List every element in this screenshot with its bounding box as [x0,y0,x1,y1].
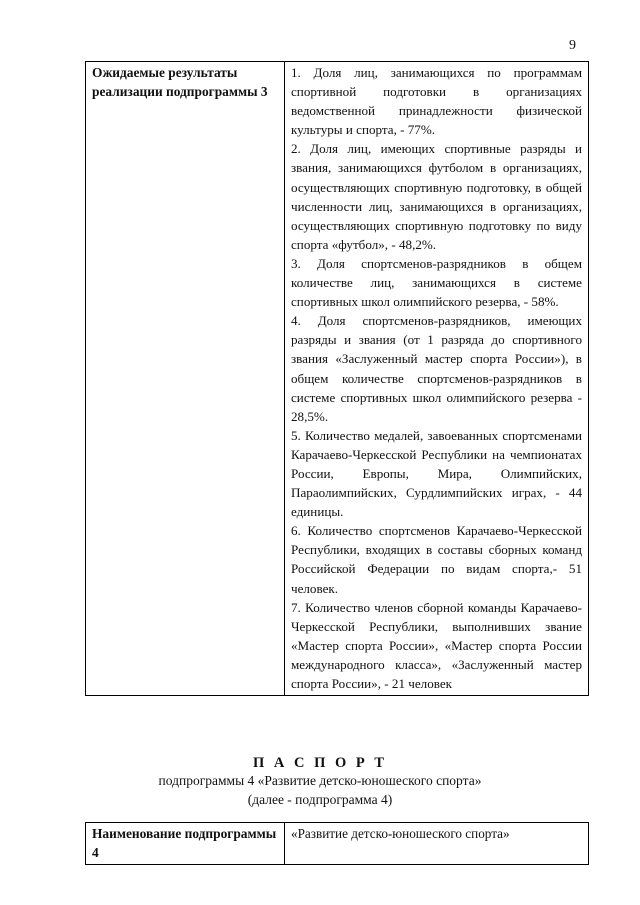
table-cell-heading [86,62,285,696]
result-item-6: 6. Количество спортсменов Карачаево-Черкесской Республики, входящих в составы сборных команд Российской Федерации по видам спорта,- 51 человек. [291,523,582,596]
subprogram-name-value: «Развитие детско-юношеского спорта» [291,826,510,841]
result-item-1: 1. Доля лиц, занимающихся по программам спортивной подготовки в организациях ведомственной принадлежности физической культуры и спорта, - 77%. [291,65,582,138]
table-cell-value [285,823,589,865]
passport-title: П А С П О Р Т [252,755,388,771]
table-cell-results [285,62,589,696]
page-number: 9 [569,38,576,53]
result-item-4: 4. Доля спортсменов-разрядников, имеющих разряды и звания (от 1 разряда до спортивного звания «Заслуженный мастер спорта России»), в общем количестве спортсменов-разрядников в системе спортивных школ олимпийского резерва - 28,5%. [291,313,582,424]
expected-results-heading: Ожидаемые результаты реализации подпрограммы 3 [92,65,268,99]
table-cell-heading [86,823,285,865]
passport-subtitle-line2: (далее - подпрограмма 4) [247,792,393,807]
passport-subtitle-line1: подпрограммы 4 «Развитие детско-юношеского спорта» [158,773,482,788]
result-item-2: 2. Доля лиц, имеющих спортивные разряды и звания, занимающихся футболом в организациях, осуществляющих спортивную подготовку, в общей численности лиц, занимающихся в организациях, осуществляющих спортивную подготовку по виду спорта «футбол», - 48,2%. [291,141,582,252]
result-item-3: 3. Доля спортсменов-разрядников в общем количестве лиц, занимающихся в системе спортивных школ олимпийского резерва, - 58%. [291,255,582,310]
expected-results-table [85,61,589,696]
result-item-5: 5. Количество медалей, завоеванных спортсменами Карачаево-Черкесской Республики на чемпионатах России, Европы, Мира, Олимпийских, Параолимпийских, Сурдлимпийских играх, - 44 единицы. [291,427,582,520]
result-item-7: 7. Количество членов сборной команды Карачаево-Черкесской Республики, выполнивших звание «Мастер спорта России», «Мастер спорта России международного класса», «Заслуженный мастер спорта России», - 21 человек [291,599,582,691]
table-row [86,823,589,865]
table-row [86,62,589,696]
subprogram-name-heading: Наименование подпрограммы 4 [92,826,277,860]
passport-table [85,822,589,865]
